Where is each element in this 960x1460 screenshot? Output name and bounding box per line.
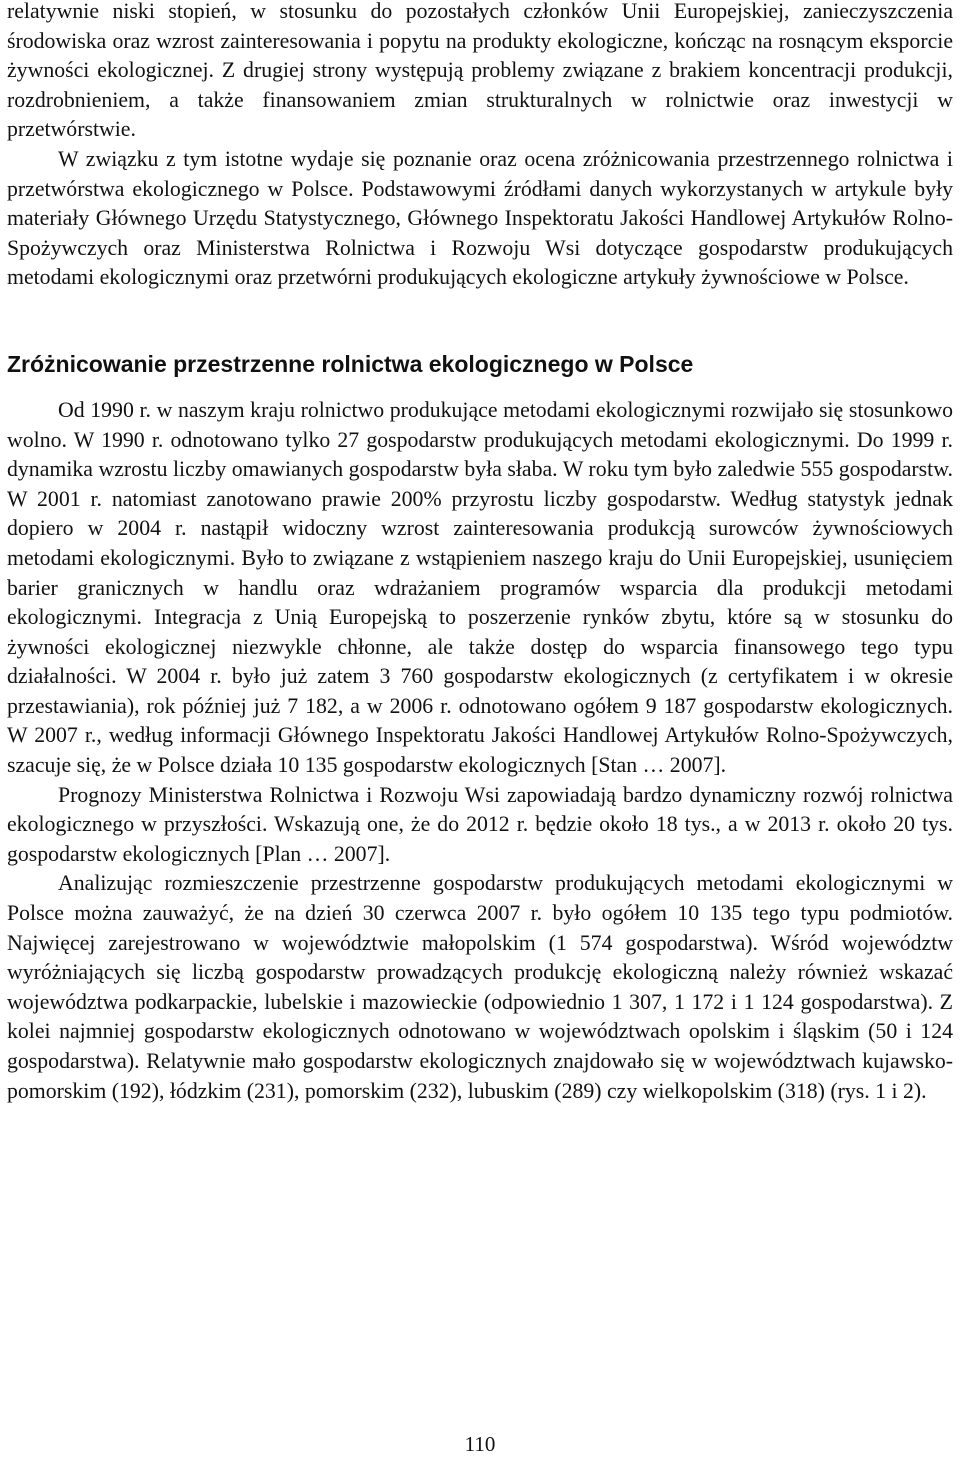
- body-paragraph: Od 1990 r. w naszym kraju rolnictwo produkujące metodami ekologicznymi rozwijało się stosunkowo wolno. W 1990 r. odnotowano tylko 27 gospodarstw produkujących metodami ekologicznymi. Do 1999 r. dynamika wzrostu liczby omawianych gospodarstw była słaba. W roku tym było zaledwie 555 gospodarstw. W 2001 r. natomiast zanotowano prawie 200% przyrostu liczby gospodarstw. Według statystyk jednak dopiero w 2004 r. nastąpił widoczny wzrost zainteresowania produkcją surowców żywnościowych metodami ekologicznymi. Było to związane z wstąpieniem naszego kraju do Unii Europejskiej, usunięciem barier granicznych w handlu oraz wdrażaniem programów wsparcia dla produkcji metodami ekologicznymi. Integracja z Unią Europejską to poszerzenie rynków zbytu, które są w stosunku do żywności ekologicznej niezwykle chłonne, ale także dostęp do wsparcia finansowego tego typu działalności. W 2004 r. było już zatem 3 760 gospodarstw ekologicznych (z certyfikatem i w okresie przestawiania), rok później już 7 182, a w 2006 r. odnotowano ogółem 9 187 gospodarstw ekologicznych. W 2007 r., według informacji Głównego Inspektoratu Jakości Handlowej Artykułów Rolno-Spożywczych, szacuje się, że w Polsce działa 10 135 gospodarstw ekologicznych [Stan … 2007].: [7, 397, 953, 778]
- page-number: 110: [464, 1432, 496, 1456]
- body-paragraph: Analizując rozmieszczenie przestrzenne gospodarstw produkujących metodami ekologicznymi w Polsce można zauważyć, że na dzień 30 czerwca 2007 r. było ogółem 10 135 tego typu podmiotów. Najwięcej zarejestrowano w województwie małopolskim (1 574 gospodarstwa). Wśród województw wyróżniających się liczbą gospodarstw prowadzących produkcję ekologiczną należy również wskazać województwa podkarpackie, lubelskie i mazowieckie (odpowiednio 1 307, 1 172 i 1 124 gospodarstwa). Z kolei najmniej gospodarstw ekologicznych odnotowano w województwach opolskim i śląskim (50 i 124 gospodarstwa). Relatywnie mało gospodarstw ekologicznych znajdowało się w województwach kujawsko-pomorskim (192), łódzkim (231), pomorskim (232), lubuskim (289) czy wielkopolskim (318) (rys. 1 i 2).: [7, 871, 953, 1103]
- body-paragraph: Prognozy Ministerstwa Rolnictwa i Rozwoju Wsi zapowiadają bardzo dynamiczny rozwój rolnictwa ekologicznego w przyszłości. Wskazują one, że do 2012 r. będzie około 18 tys., a w 2013 r. około 20 tys. gospodarstw ekologicznych [Plan … 2007].: [7, 782, 953, 866]
- document-page: [7, 0, 953, 1106]
- body-paragraph: W związku z tym istotne wydaje się poznanie oraz ocena zróżnicowania przestrzennego rolnictwa i przetwórstwa ekologicznego w Polsce. Podstawowymi źródłami danych wykorzystanych w artykule były materiały Głównego Urzędu Statystycznego, Głównego Inspektoratu Jakości Handlowej Artykułów Rolno-Spożywczych oraz Ministerstwa Rolnictwa i Rozwoju Wsi dotyczące gospodarstw produkujących metodami ekologicznymi oraz przetwórni produkujących ekologiczne artykuły żywnościowe w Polsce.: [7, 146, 953, 290]
- section-heading: Zróżnicowanie przestrzenne rolnictwa ekologicznego w Polsce: [7, 350, 694, 377]
- body-paragraph: relatywnie niski stopień, w stosunku do pozostałych członków Unii Europejskiej, zanieczyszczenia środowiska oraz wzrost zainteresowania i popytu na produkty ekologiczne, kończąc na rosnącym eksporcie żywności ekologicznej. Z drugiej strony występują problemy związane z brakiem koncentracji produkcji, rozdrobnieniem, a także finansowaniem zmian strukturalnych w rolnictwie oraz inwestycji w przetwórstwie.: [7, 0, 953, 142]
